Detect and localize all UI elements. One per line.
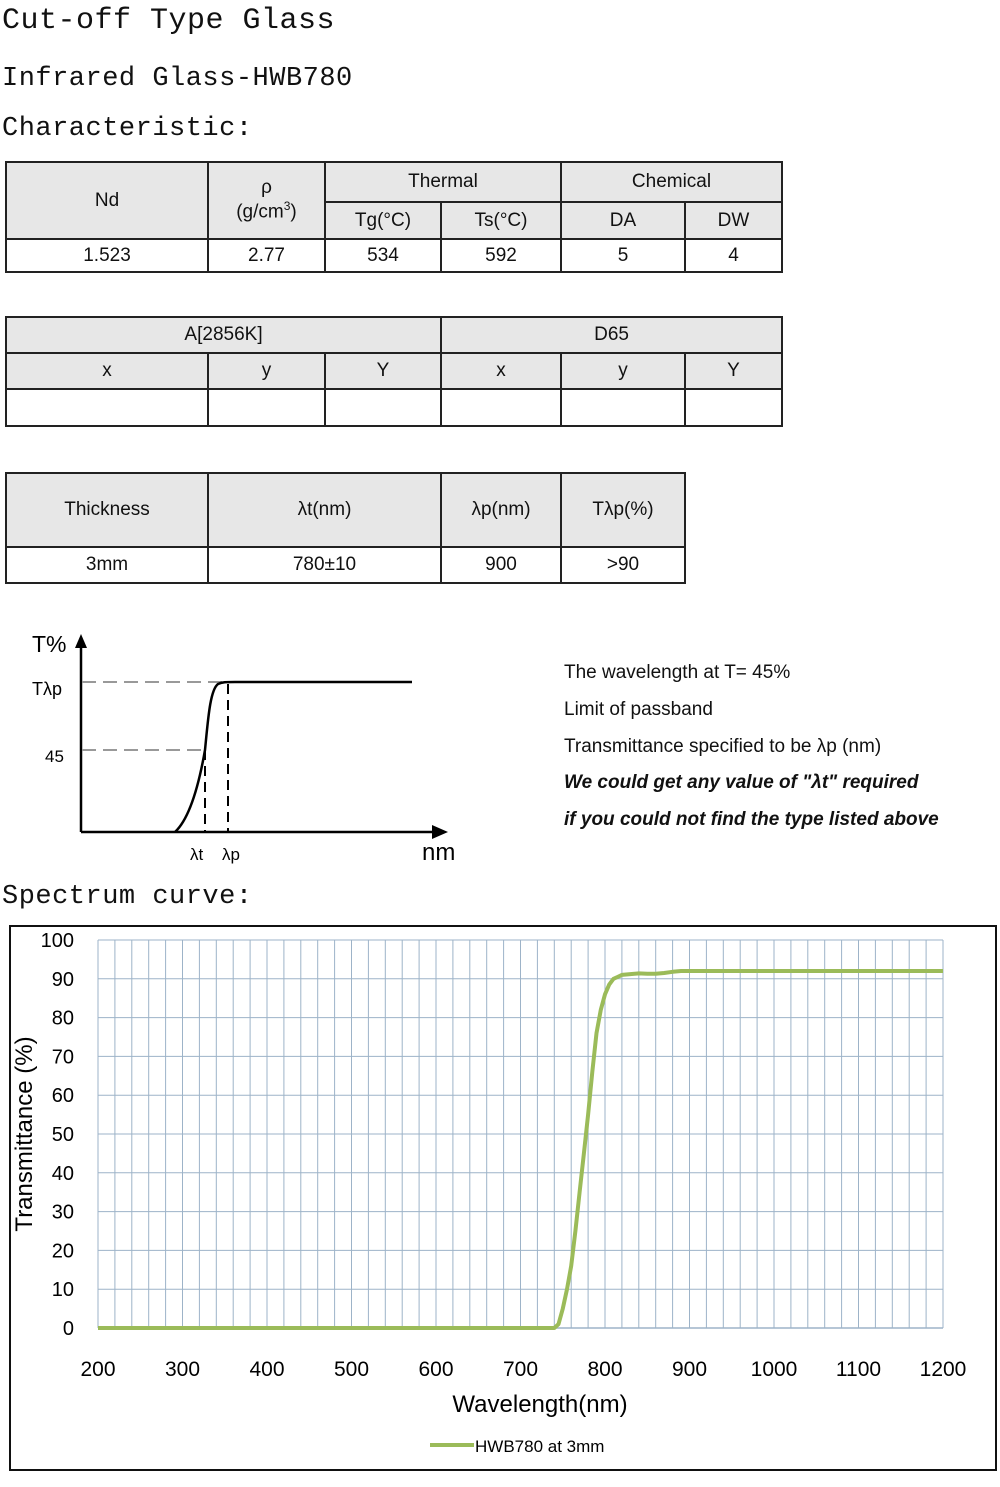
y-axis-title: Transmittance (%): [11, 1036, 38, 1232]
x-tick-label: 1000: [750, 1358, 798, 1381]
x-tick-label: 700: [502, 1358, 539, 1381]
a-y-header: y: [208, 353, 325, 389]
y-tick-label: 20: [51, 1240, 74, 1263]
legend-label: HWB780 at 3mm: [475, 1437, 605, 1456]
d65-x-value: [441, 389, 561, 426]
d65-y-header: y: [561, 353, 685, 389]
lambda-t-value: 780±10: [208, 547, 441, 583]
thickness-header: Thickness: [6, 473, 208, 547]
d65-y-value: [561, 389, 685, 426]
x-tick-label: 1100: [835, 1358, 882, 1381]
a-y-value: [208, 389, 325, 426]
lambda-p-label: λp: [222, 845, 240, 864]
thermal-header: Thermal: [325, 162, 561, 202]
da-value: 5: [561, 239, 685, 272]
y-tick-label: 60: [51, 1085, 74, 1108]
note-lambda-p: Transmittance specified to be λp (nm): [564, 736, 882, 757]
d65-x-header: x: [441, 353, 561, 389]
note-not-listed: if you could not find the type listed above: [564, 809, 939, 830]
x-tick-label: 300: [164, 1358, 201, 1381]
x-axis-title: Wavelength(nm): [452, 1391, 628, 1418]
product-title: Infrared Glass-HWB780: [2, 64, 353, 94]
note-custom-value: We could get any value of "λt" required: [564, 772, 919, 793]
a-Y-header: Y: [325, 353, 441, 389]
y-tick-label: 100: [40, 930, 74, 952]
lambda-p-header: λp(nm): [441, 473, 561, 547]
x-tick-label: 600: [418, 1358, 454, 1381]
ts-value: 592: [441, 239, 561, 272]
t-lambda-p-header: Tλp(%): [561, 473, 685, 547]
x-arrow-icon: [432, 825, 448, 839]
rho-symbol: ρ: [261, 177, 272, 199]
a-x-header: x: [6, 353, 208, 389]
a-x-value: [6, 389, 208, 426]
chart-frame: [10, 926, 996, 1470]
da-header: DA: [561, 202, 685, 239]
density-header: [208, 162, 325, 239]
x-tick-label: 200: [80, 1358, 116, 1381]
properties-table: [5, 161, 783, 273]
t-lambda-p-label: Tλp: [32, 679, 63, 699]
color-table: [5, 316, 783, 427]
cutoff-table: [5, 472, 686, 584]
lambda-t-header: λt(nm): [208, 473, 441, 547]
density-value: 2.77: [208, 239, 325, 272]
note-lambda-t: The wavelength at T= 45%: [564, 662, 791, 683]
dw-header: DW: [685, 202, 782, 239]
thickness-value: 3mm: [6, 547, 208, 583]
schematic-curve: [175, 682, 412, 832]
spectrum-heading: Spectrum curve:: [2, 882, 253, 912]
t-lambda-p-value: >90: [561, 547, 685, 583]
y-tick-label: 10: [51, 1279, 74, 1302]
lambda-t-label: λt: [190, 845, 204, 864]
x-tick-label: 1200: [919, 1358, 967, 1381]
y-tick-label: 50: [51, 1124, 74, 1146]
y-arrow-icon: [75, 634, 87, 648]
chart-grid: [98, 940, 943, 1328]
nd-header: Nd: [6, 162, 208, 239]
y-tick-label: 70: [51, 1046, 74, 1069]
characteristic-heading: Characteristic:: [2, 114, 253, 144]
y-tick-label: 30: [51, 1201, 74, 1224]
lambda-p-value: 900: [441, 547, 561, 583]
spectrum-chart: [0, 920, 1000, 1480]
tg-header: Tg(°C): [325, 202, 441, 239]
y-tick-label: 0: [62, 1318, 74, 1340]
illuminant-a-header: A[2856K]: [6, 317, 441, 353]
note-passband: Limit of passband: [564, 699, 713, 720]
chemical-header: Chemical: [561, 162, 782, 202]
y-tick-label: 90: [51, 968, 74, 991]
t-percent-label: T%: [32, 631, 67, 657]
d65-Y-value: [685, 389, 782, 426]
density-unit: $(g/cm^3)$: [236, 199, 297, 223]
cutoff-schematic: [0, 620, 480, 870]
x-tick-label: 500: [333, 1358, 370, 1381]
y-tick-label: 80: [51, 1007, 74, 1030]
nm-label: nm: [422, 839, 456, 866]
page-title: Cut-off Type Glass: [2, 4, 336, 38]
tg-value: 534: [325, 239, 441, 272]
t45-label: 45: [45, 747, 64, 766]
d65-Y-header: Y: [685, 353, 782, 389]
x-tick-label: 400: [249, 1358, 285, 1381]
illuminant-d65-header: D65: [441, 317, 782, 353]
x-tick-label: 900: [671, 1358, 708, 1381]
a-Y-value: [325, 389, 441, 426]
dw-value: 4: [685, 239, 782, 272]
ts-header: Ts(°C): [441, 202, 561, 239]
x-tick-label: 800: [587, 1358, 623, 1381]
y-tick-label: 40: [51, 1162, 74, 1185]
nd-value: 1.523: [6, 239, 208, 272]
